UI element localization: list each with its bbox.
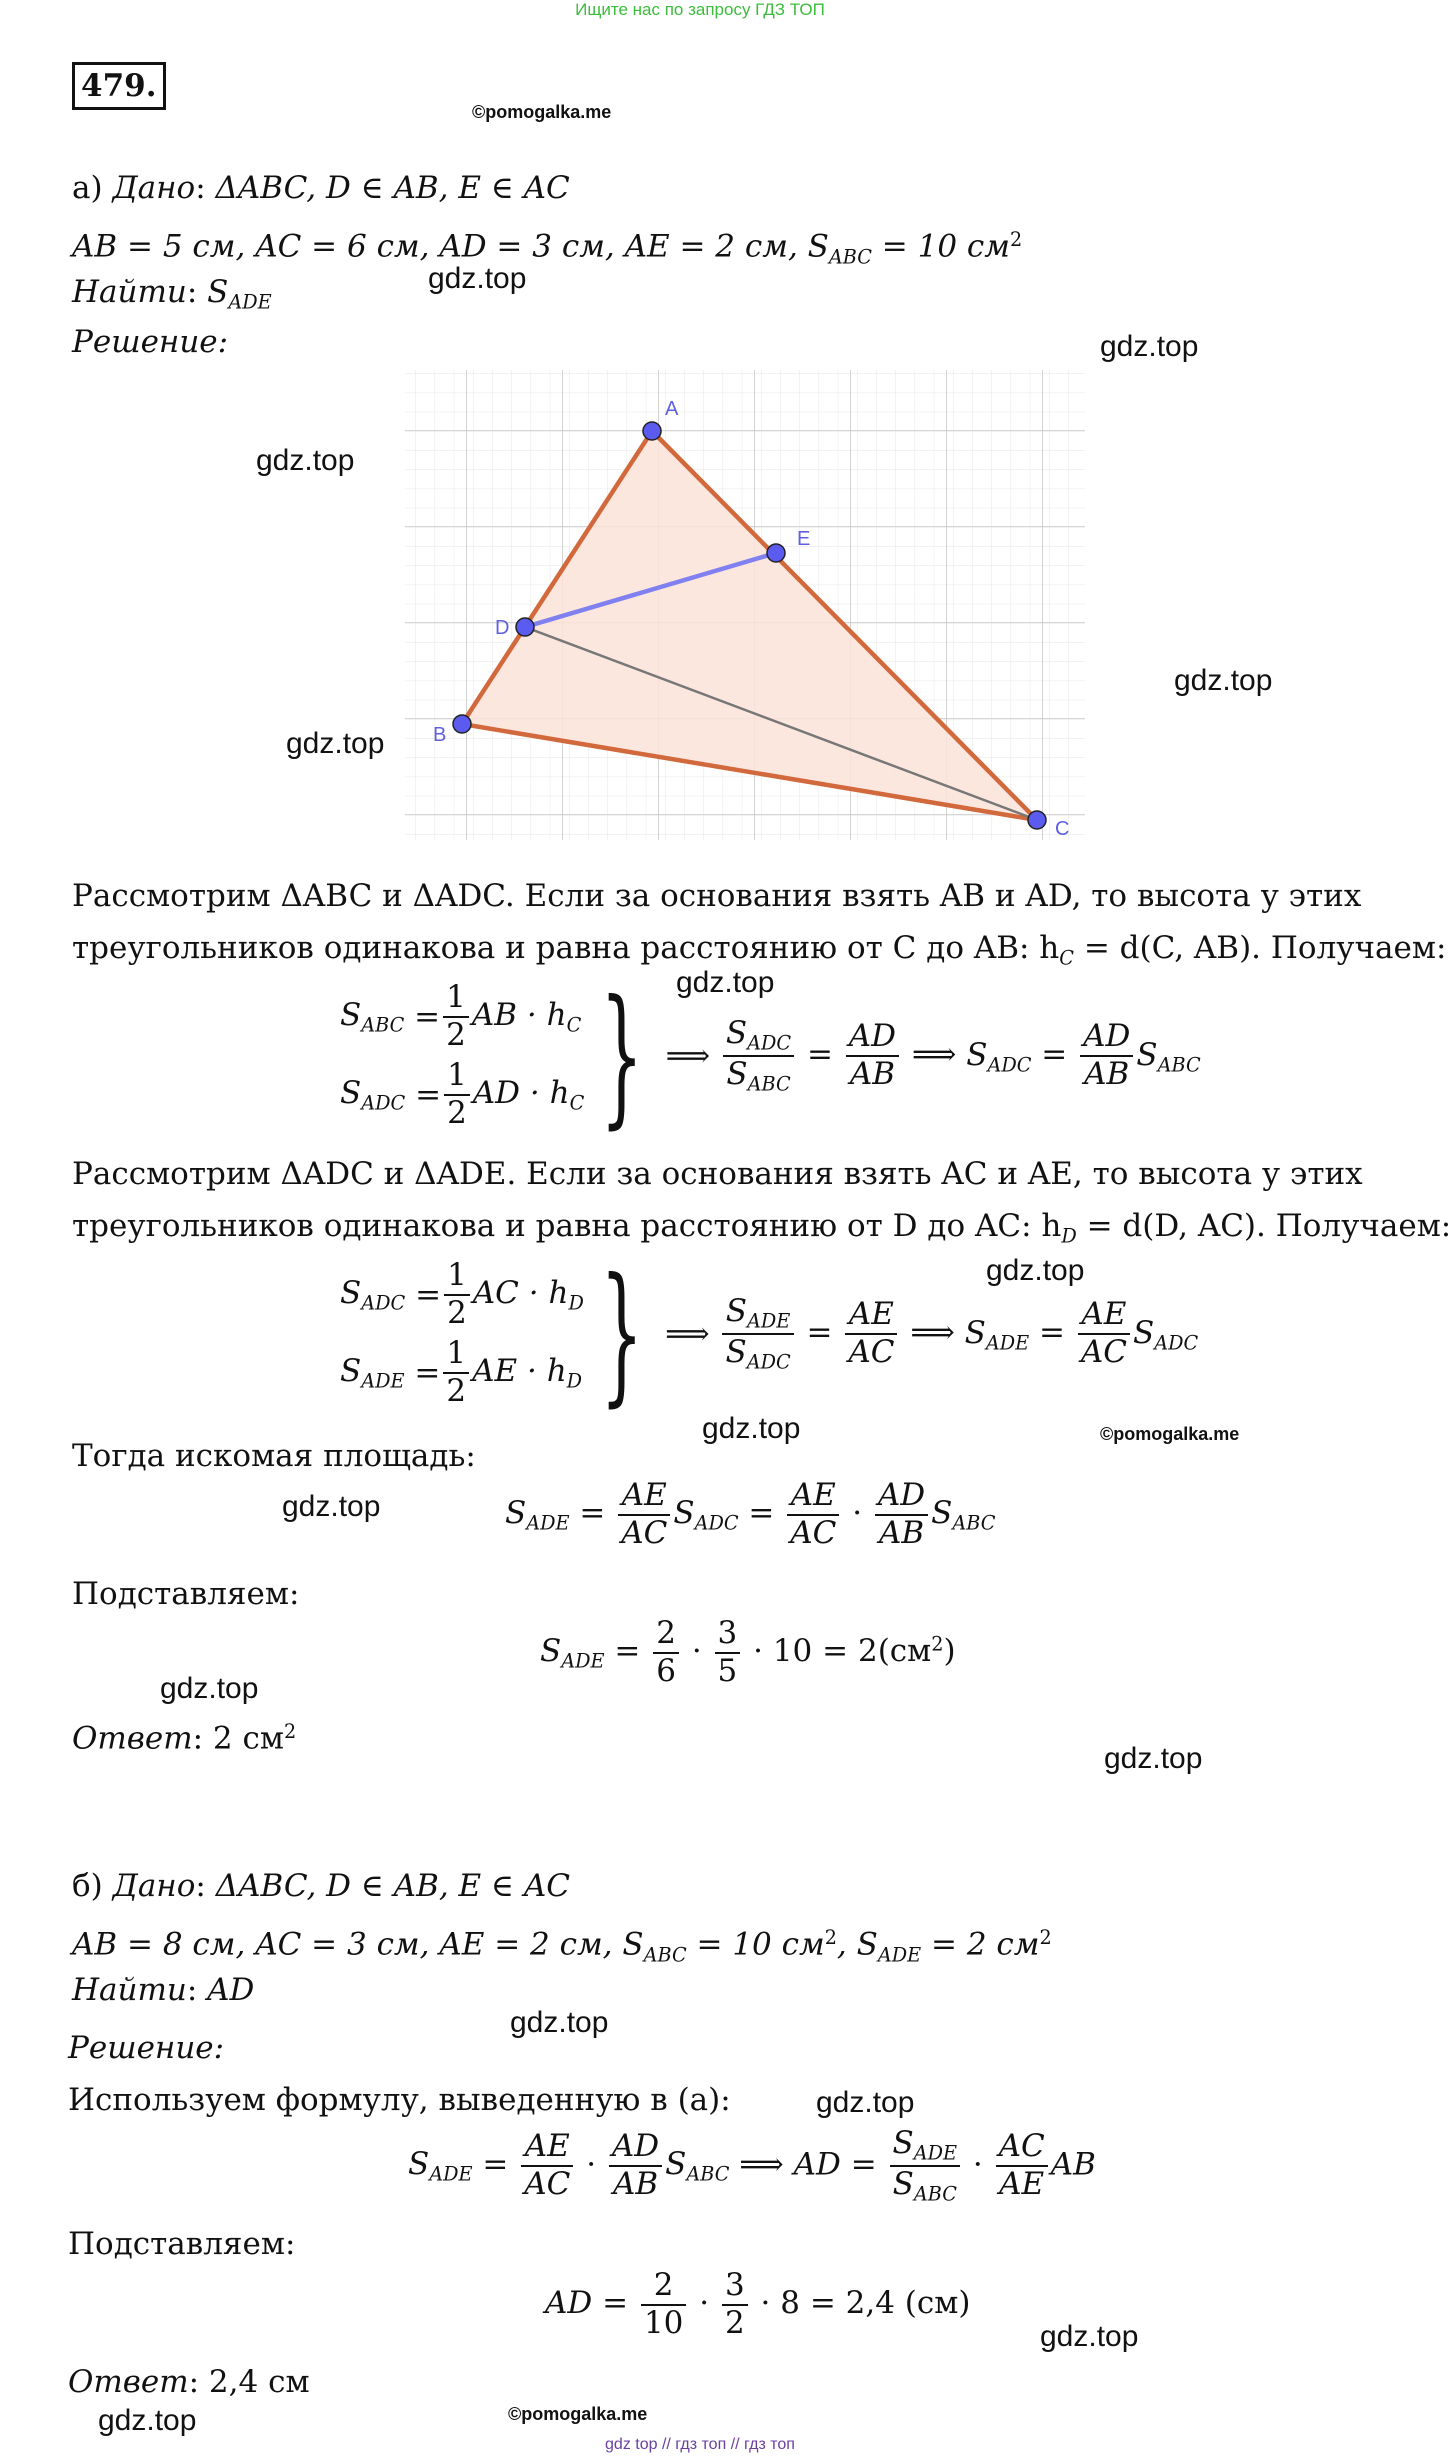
paragraph-1-text: треугольников одинакова и равна расстоянию от C до AB: h [72,930,1060,966]
solution-word: Решение [72,324,218,360]
copyright-watermark: ©pomogalka.me [1100,1424,1240,1444]
answer-value: 2,4 см [208,2364,310,2400]
paragraph-2-text: треугольников одинакова и равна расстоянию от D до AC: h [72,1208,1062,1244]
copyright-watermark: ©pomogalka.me [508,2404,648,2424]
watermark: gdz.top [160,1672,259,1705]
part-b-find: Найти: AD [72,1972,255,2008]
label-c: C [1055,818,1070,840]
given-values: AB = 8 см, AC = 3 см, AE = 2 см, S [72,1926,644,1963]
paragraph-1-line-2: треугольников одинакова и равна расстоянию от C до AB: $h_C = d(C$, AB). Получаем: [72,930,1447,970]
part-a-label: а) [72,170,103,206]
triangle-figure [395,365,1095,850]
watermark: gdz.top [702,1412,801,1445]
watermark: gdz.top [286,727,385,760]
paragraph-2-line-1: Рассмотрим ΔADC и ΔADE. Если за основания взять AC и AE, то высота у этих [72,1156,1363,1192]
find-word: Найти [72,274,187,310]
watermark: gdz.top [282,1490,381,1523]
part-b-values: AB = 8 см, AC = 3 см, AE = 2 см, $S_{ABC} = 10$ $см^2$, $S_{ADE} = 2$ $см^2$ [72,1926,1052,1967]
watermark: gdz.top [428,262,527,295]
then-text: Тогда искомая площадь: [72,1438,476,1474]
area-formula: $S_{ADE}$ = $\frac{AE}{AC}$ $S_{ADC}$ = $\frac{AE}{AC}$ · $\frac{AD}{AB}$ $S_{ABC}$ [505,1477,996,1551]
part-b-label: б) [72,1868,103,1904]
calc-a: $S_{ADE}$ = $\frac{2}{6}$ · $\frac{3}{5}$ · $10 = 2(см^2)$ [540,1615,956,1689]
substitute-text-b: Подставляем: [68,2226,296,2262]
calc-a-result: = 2(см [822,1633,932,1670]
part-b-solution: Решение: [68,2030,225,2066]
given-word: Дано [112,1868,196,1904]
solution-word: Решение [68,2030,214,2066]
given-expression: ΔABC, D ∈ AB, E ∈ AC [215,1868,570,1904]
find-expression: S [207,274,229,310]
answer-word: Ответ [72,1720,193,1757]
watermark: gdz.top [256,444,355,477]
top-banner[interactable]: Ищите нас по запросу ГДЗ ТОП [575,0,825,19]
point-b[interactable] [453,715,471,733]
part-a-values: AB = 5 см, AC = 6 см, AD = 3 см, AE = 2 см, $S_{ABC} = 10$ $см^2$ [72,228,1023,269]
part-a-find: Найти: $S_{ADE}$ [72,274,272,314]
system-2: $S_{ADC}$ = $\frac{1}{2}$ AC · $h_D$ $S_{ADE}$ = $\frac{1}{2}$ AE · $h_D$ } ⟹ $\frac{S_{ADE}}{S_{ADC}}$ = $\frac{AE}{AC}$ ⟹ $S_{ADE}$ = $\frac{AE}{AC}$ $S_{ADC}$ [340,1247,1199,1421]
point-c[interactable] [1028,811,1046,829]
watermark: gdz.top [510,2006,609,2039]
label-a: A [665,398,679,420]
watermark: gdz.top [986,1254,1085,1287]
watermark: gdz.top [98,2404,197,2437]
given-values: AB = 5 см, AC = 6 см, AD = 3 см, AE = 2 см, S [72,228,829,265]
label-d: D [495,617,510,639]
watermark: gdz.top [676,966,775,999]
point-e[interactable] [767,544,785,562]
point-a[interactable] [643,422,661,440]
point-d[interactable] [516,618,534,636]
calc-b: AD = $\frac{2}{10}$ · $\frac{3}{2}$ · 8 = 2,4 (см) [545,2267,971,2341]
watermark: gdz.top [1100,330,1199,363]
paragraph-2-line-2: треугольников одинакова и равна расстоянию от D до AC: $h_D = d(D$, AC). Получаем: [72,1208,1451,1248]
copyright-watermark: ©pomogalka.me [472,102,612,122]
system-1: $S_{ABC}$ = $\frac{1}{2}$ AB · $h_C$ $S_{ADC}$ = $\frac{1}{2}$ AD · $h_C$ } ⟹ $\frac{S_{ADC}}{S_{ABC}}$ = $\frac{AD}{AB}$ ⟹ $S_{ADC}$ = $\frac{AD}{AB}$ $S_{ABC}$ [340,969,1201,1143]
part-b-given: б) Дано: ΔABC, D ∈ AB, E ∈ AC [72,1868,570,1904]
paragraph-1-tail: = d(C, AB). Получаем: [1073,930,1447,966]
answer-b: Ответ: 2,4 см [68,2364,310,2400]
label-b: B [433,724,447,746]
given-word: Дано [112,170,196,206]
label-e: E [797,528,811,550]
problem-number: 479. [72,62,166,110]
substitute-text-a: Подставляем: [72,1576,300,1612]
answer-a: Ответ: 2 $см^2$ [72,1720,297,1757]
answer-value: 2 см [212,1720,284,1757]
bottom-banner[interactable]: gdz top // гдз топ // гдз топ [605,2436,795,2453]
answer-word: Ответ [68,2364,189,2400]
formula-text: Используем формулу, выведенную в (а): [68,2082,731,2118]
part-a-solution: Решение: [72,324,229,360]
paragraph-2-tail: = d(D, AC). Получаем: [1076,1208,1451,1244]
calc-b-result: = 2,4 (см) [809,2285,971,2322]
watermark: gdz.top [1174,664,1273,697]
part-a-given: а) Дано: ΔABC, D ∈ AB, E ∈ AC [72,170,570,206]
watermark: gdz.top [1040,2320,1139,2353]
paragraph-1-line-1: Рассмотрим ΔABC и ΔADC. Если за основания взять AB и AD, то высота у этих [72,878,1362,914]
find-expression: AD [207,1972,255,2008]
find-word: Найти [72,1972,187,2008]
formula-b: $S_{ADE}$ = $\frac{AE}{AC}$ · $\frac{AD}{AB}$ $S_{ABC}$ ⟹ AD = $\frac{S_{ADE}}{S_{ABC}}$ · $\frac{AC}{AE}$ AB [408,2125,1096,2206]
watermark: gdz.top [1104,1742,1203,1775]
watermark: gdz.top [816,2086,915,2119]
given-expression: ΔABC, D ∈ AB, E ∈ AC [215,170,570,206]
